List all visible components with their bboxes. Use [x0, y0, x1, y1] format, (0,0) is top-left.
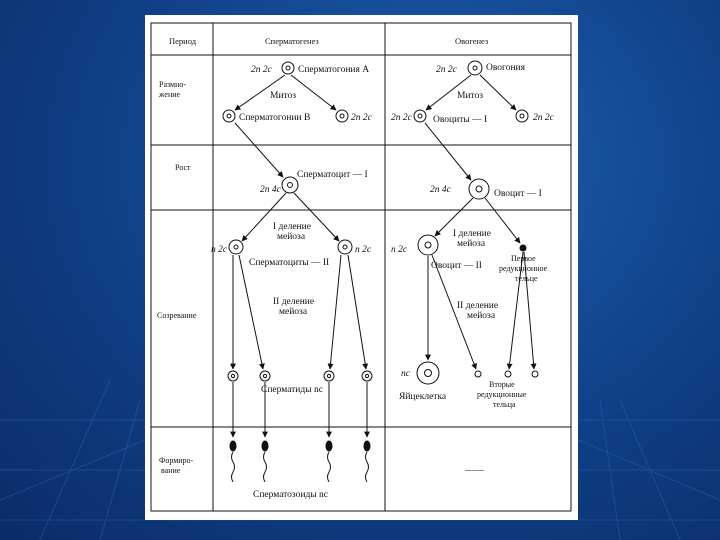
period-reproduction-line2: жение — [159, 90, 181, 99]
cell-oocyte-1-left — [414, 110, 426, 122]
oo-ploidy-2n2c-left: 2n 2c — [391, 113, 412, 123]
sperm-label-spermatogonia-a: Сперматогония A — [298, 65, 370, 75]
cell-spermatocyte-2-right — [338, 240, 352, 254]
sperm-label-spermatocytes-2: Сперматоциты — II — [249, 258, 330, 268]
period-formation-line1: Формиро- — [159, 456, 194, 465]
sperm-label-spermatocyte-1: Сперматоцит — I — [297, 170, 368, 180]
cell-spermatogonia-b-right — [336, 110, 348, 122]
period-maturation: Созревание — [157, 311, 197, 320]
spermatozoon-3 — [326, 441, 332, 451]
cell-spermatid-4 — [362, 371, 372, 381]
cell-oocyte-2 — [418, 235, 438, 255]
oo-label-meiosis1-line2: мейоза — [457, 239, 486, 249]
sperm-ploidy-2n4c: 2n 4c — [260, 185, 281, 195]
sperm-ploidy-n2c-right: n 2c — [355, 245, 372, 255]
cell-spermatogonia-a — [282, 62, 294, 74]
oo-ploidy-n2c: n 2c — [391, 245, 408, 255]
oo-label-polar-body-1-line3: тельце — [515, 274, 538, 283]
oo-label-meiosis1-line1: I деление — [453, 229, 491, 239]
header-period: Период — [169, 36, 197, 46]
oogenesis-branch — [414, 61, 538, 384]
period-formation-line2: вание — [161, 466, 181, 475]
spermatozoa-group — [230, 441, 370, 482]
cell-spermatogonia-b-left — [223, 110, 235, 122]
cell-spermatocyte-1 — [282, 177, 298, 193]
sperm-label-meiosis1-line1: I деление — [273, 222, 311, 232]
oo-label-oocyte-2: Овоцит — II — [431, 261, 482, 271]
oo-label-oocytes-1: Овоциты — I — [433, 115, 488, 125]
oo-label-polar-body-1-line2: редукционное — [499, 264, 548, 273]
oo-label-polar-body-2-line3: тельца — [493, 400, 516, 409]
gametogenesis-diagram — [145, 15, 578, 520]
sperm-label-meiosis2-line2: мейоза — [279, 307, 308, 317]
sperm-ploidy-2n2c: 2n 2c — [251, 65, 272, 75]
spermatozoon-2 — [262, 441, 268, 451]
oo-label-polar-body-2-line1: Вторые — [489, 380, 515, 389]
cell-polar-body-2a — [475, 371, 481, 377]
cell-spermatid-3 — [324, 371, 334, 381]
sperm-label-spermatids: Сперматиды nc — [261, 385, 323, 395]
cell-polar-body-1 — [520, 245, 526, 251]
spermatozoon-1 — [230, 441, 236, 451]
oo-ploidy-nc: nc — [401, 369, 410, 379]
cell-spermatid-2 — [260, 371, 270, 381]
cell-oocyte-1-right — [516, 110, 528, 122]
oo-label-mitosis: Митоз — [457, 91, 484, 101]
cell-spermatocyte-2-left — [229, 240, 243, 254]
cell-spermatid-1 — [228, 371, 238, 381]
period-reproduction-line1: Размно- — [159, 80, 187, 89]
oo-label-polar-body-2-line2: редукционные — [477, 390, 527, 399]
sperm-label-meiosis1-line2: мейоза — [277, 232, 306, 242]
oo-ploidy-2n4c: 2n 4c — [430, 185, 451, 195]
sperm-ploidy-2n2c-right: 2n 2c — [351, 113, 372, 123]
oo-label-oogonia: Овогония — [486, 63, 525, 73]
oo-label-oocyte-1: Овоцит — I — [494, 189, 542, 199]
period-growth: Рост — [175, 163, 191, 172]
cell-oogonia — [468, 61, 482, 75]
oo-label-meiosis2-line2: мейоза — [467, 311, 496, 321]
cell-polar-body-2c — [532, 371, 538, 377]
cell-polar-body-2b — [505, 371, 511, 377]
cell-oocyte-1 — [469, 179, 489, 199]
diagram-card — [145, 15, 578, 520]
oo-ploidy-2n2c: 2n 2c — [436, 65, 457, 75]
oo-formation-dash: —— — [465, 466, 484, 476]
header-oogenesis: Овогенез — [455, 36, 489, 46]
sperm-ploidy-n2c-left: n 2c — [211, 245, 228, 255]
cell-egg — [417, 362, 439, 384]
header-spermatogenesis: Сперматогенез — [265, 36, 319, 46]
oo-label-meiosis2-line1: II деление — [457, 301, 499, 311]
sperm-label-mitosis: Митоз — [270, 91, 297, 101]
oo-label-polar-body-1-line1: Первое — [511, 254, 536, 263]
oo-label-egg: Яйцеклетка — [399, 392, 447, 402]
sperm-label-meiosis2-line1: II деление — [273, 297, 315, 307]
oo-ploidy-2n2c-right: 2n 2c — [533, 113, 554, 123]
sperm-label-spermatozoa: Сперматозоиды nc — [253, 490, 329, 500]
sperm-label-spermatogonia-b: Сперматогонии B — [239, 113, 311, 123]
spermatozoon-4 — [364, 441, 370, 451]
